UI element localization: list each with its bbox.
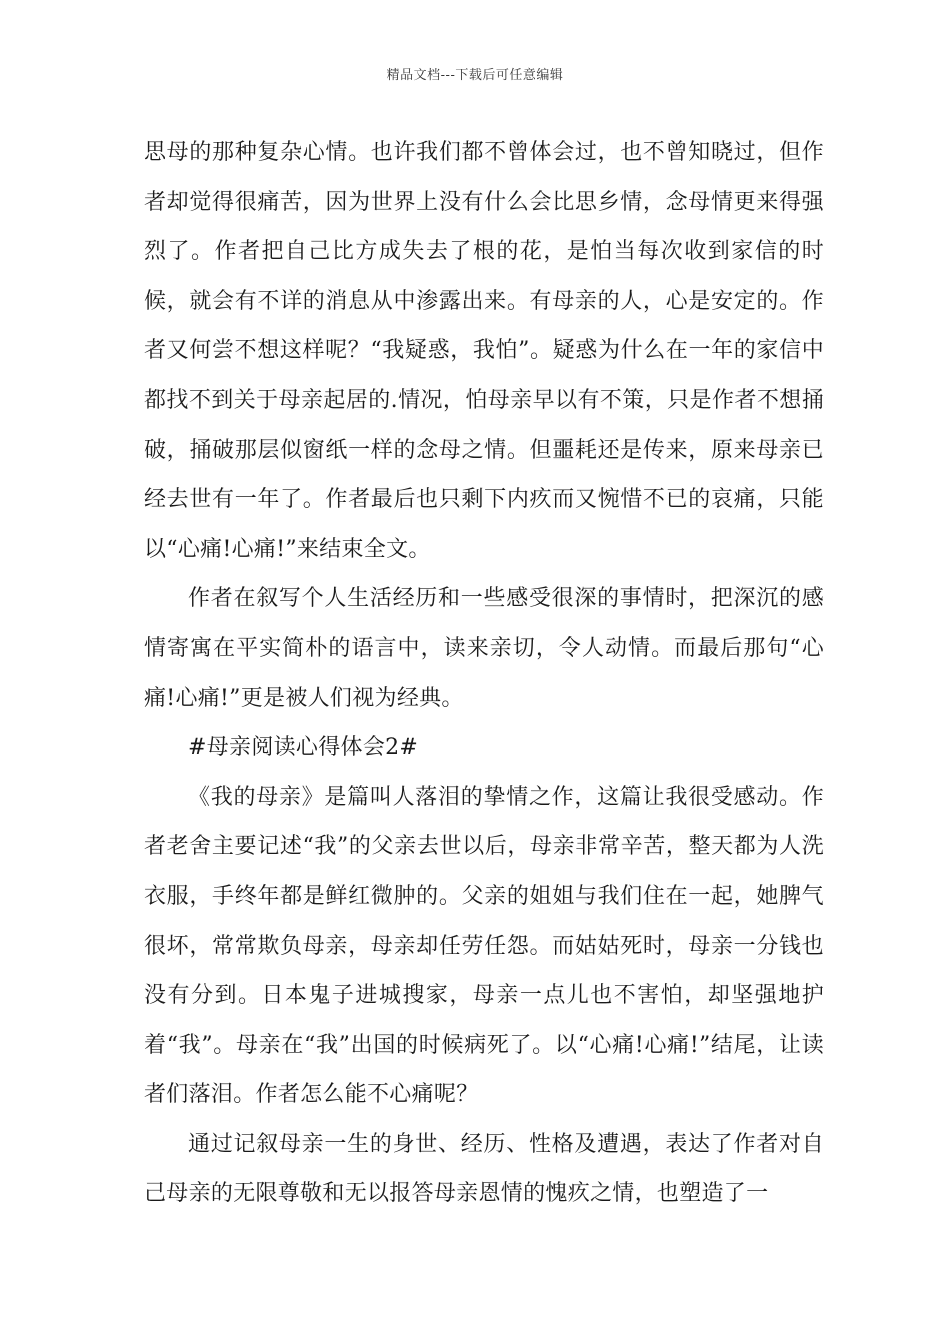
paragraph-1: 思母的那种复杂心情。也许我们都不曾体会过，也不曾知晓过，但作者却觉得很痛苦，因为世界上没有什么会比思乡情，念母情更来得强烈了。作者把自己比方成失去了根的花，是怕当每次收到家信的时候，就会有不详的消息从中渗露出来。有母亲的人，心是安定的。作者又何尝不想这样呢？“我疑惑，我怕”。疑惑为什么在一年的家信中都找不到关于母亲起居的.情况，怕母亲早以有不策，只是作者不想捅破，捅破那层似窗纸一样的念母之情。但噩耗还是传来，原来母亲已经去世有一年了。作者最后也只剩下内疚而又惋惜不已的哀痛，只能以“心痛!心痛!”来结束全文。 bbox=[144, 140, 824, 562]
page-header: 精品文档---下载后可任意编辑 bbox=[386, 68, 564, 83]
paragraph-3: 《我的母亲》是篇叫人落泪的挚情之作，这篇让我很受感动。作者老舍主要记述“我”的父亲去世以后，母亲非常辛苦，整天都为人洗衣服，手终年都是鲜红微肿的。父亲的姐姐与我们住在一起，她脾气很坏，常常欺负母亲，母亲却任劳任怨。而姑姑死时，母亲一分钱也没有分到。日本鬼子进城搜家，母亲一点儿也不害怕，却坚强地护着“我”。母亲在“我”出国的时候病死了。以“心痛!心痛!”结尾，让读者们落泪。作者怎么能不心痛呢？ bbox=[144, 784, 824, 1108]
paragraph-2: 作者在叙写个人生活经历和一些感受很深的事情时，把深沉的感情寄寓在平实简朴的语言中，读来亲切，令人动情。而最后那句“心痛!心痛!”更是被人们视为经典。 bbox=[144, 586, 824, 711]
section-heading: #母亲阅读心得体会2# bbox=[188, 735, 419, 761]
paragraph-4: 通过记叙母亲一生的身世、经历、性格及遭遇，表达了作者对自己母亲的无限尊敬和无以报答母亲恩情的愧疚之情，也塑造了一 bbox=[144, 1131, 824, 1207]
document-body bbox=[144, 128, 824, 1219]
